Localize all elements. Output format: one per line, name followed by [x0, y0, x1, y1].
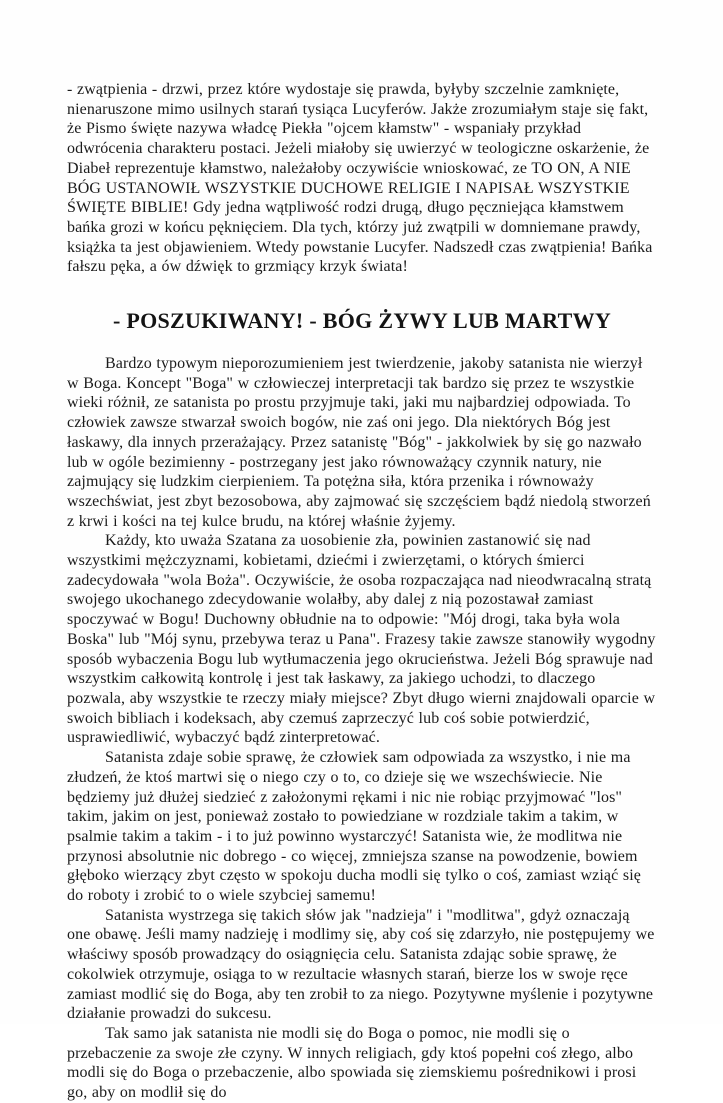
paragraph-continuation: - zwątpienia - drzwi, przez które wydostaje się prawda, byłyby szczelnie zamknięte, nienaruszone mimo usilnych starań tysiąca Lucyferów. Jakże zrozumiałym staje się fakt, że Pismo święte nazywa władcę Piekła "ojcem kłamstw" - wspaniały przykład odwrócenia charakteru postaci. Jeżeli miałoby się uwierzyć w teologiczne oskarżenie, że Diabeł reprezentuje kłamstwo, należałoby oczywiście wnioskować, ze TO ON, A NIE BÓG USTANOWIŁ WSZYSTKIE DUCHOWE RELIGIE I NAPISAŁ WSZYSTKIE ŚWIĘTE BIBLIE! Gdy jedna wątpliwość rodzi drugą, długo pęczniejąca kłamstwem bańka grozi w końcu pęknięciem. Dla tych, którzy już zwątpili w domniemane prawdy, książka ta jest objawieniem. Wtedy powstanie Lucyfer. Nadszedł czas zwątpienia! Bańka fałszu pęka, a ów dźwięk to grzmiący krzyk świata!	[67, 81, 653, 276]
section-heading: - POSZUKIWANY! - BÓG ŻYWY LUB MARTWY	[112, 308, 612, 334]
paragraph: Satanista zdaje sobie sprawę, że człowiek sam odpowiada za wszystko, i nie ma złudzeń, że ktoś martwi się o niego czy o to, co dzieje się we wszechświecie. Nie będziemy już dłużej siedzieć z założonymi rękami i nic nie robiąc przyjmować "los" takim, jakim on jest, ponieważ zostało to powiedziane w rozdziale takim a takim, w psalmie takim a takim - i to już powinno wystarczyć! Satanista wie, że modlitwa nie przynosi absolutnie nic dobrego - co więcej, zmniejsza szanse na powodzenie, bowiem głęboko wierzący zbyt często w spokoju ducha modli się tylko o coś, zamiast wziąć się do roboty i zrobić to o wiele szybciej samemu!	[67, 749, 642, 905]
paragraph: Tak samo jak satanista nie modli się do Boga o pomoc, nie modli się o przebaczenie za swoje złe czyny. W innych religiach, gdy ktoś popełni coś złego, albo modli się do Boga o przebaczenie, albo spowiada się ziemskiemu pośrednikowi i prosi go, aby on modlił się do	[67, 1024, 637, 1102]
paragraph: Satanista wystrzega się takich słów jak "nadzieja" i "modlitwa", gdyż oznaczają one obawę. Jeśli mamy nadzieję i modlimy się, aby coś się zdarzyło, nie postępujemy we właściwy sposób prowadzący do osiągnięcia celu. Satanista zdając sobie sprawę, że cokolwiek otrzymuje, osiąga to w rezultacie własnych starań, bierze los w swoje ręce zamiast modlić się do Boga, aby ten zrobił to za niego. Pozytywne myślenie i pozytywne działanie prowadzi do sukcesu.	[67, 906, 655, 1023]
paragraph: Każdy, kto uważa Szatana za uosobienie zła, powinien zastanowić się nad wszystkimi mężczyznami, kobietami, dziećmi i zwierzętami, o których śmierci zadecydowała "wola Boża". Oczywiście, że osoba rozpaczająca nad nieodwracalną stratą swojego ukochanego zdecydowanie wolałby, aby dalej z nią pozostawał zamiast spoczywać w Bogu! Duchowny obłudnie na to odpowie: "Mój drogi, taka była wola Boska" lub "Mój synu, przebywa teraz u Pana". Frazesy takie zawsze stanowiły wygodny sposób wybaczenia Bogu lub wytłumaczenia jego okrucieństwa. Jeżeli Bóg sprawuje nad wszystkim całkowitą kontrolę i jest tak łaskawy, za jakiego uchodzi, to dlaczego pozwala, aby wszystkie te rzeczy miały miejsce? Zbyt długo wierni znajdowali oparcie w swoich bibliach i kodeksach, aby czemuś zaprzeczyć lub coś sobie potwierdzić, usprawiedliwić, wybaczyć bądź zinterpretować.	[67, 532, 656, 747]
paragraph: Bardzo typowym nieporozumieniem jest twierdzenie, jakoby satanista nie wierzył w Boga. Koncept "Boga" w człowieczej interpretacji tak bardzo się przez te wszystkie wieki różnił, ze satanista po prostu przyjmuje taki, jaki mu najbardziej odpowiada. To człowiek zawsze stwarzał swoich bogów, nie zaś oni jego. Dla niektórych Bóg jest łaskawy, dla innych przerażający. Przez satanistę "Bóg" - jakkolwiek by się go nazwało lub w ogóle bezimienny - postrzegany jest jako równoważący czynnik natury, nie zajmujący się ludzkim cierpieniem. Ta potężna siła, która przenika i równoważy wszechświat, jest zbyt bezosobowa, aby zajmować się szczęściem bądź niedolą stworzeń z krwi i kości na tej kulce brudu, na której właśnie żyjemy.	[67, 355, 651, 530]
page-text-block	[67, 80, 657, 1103]
